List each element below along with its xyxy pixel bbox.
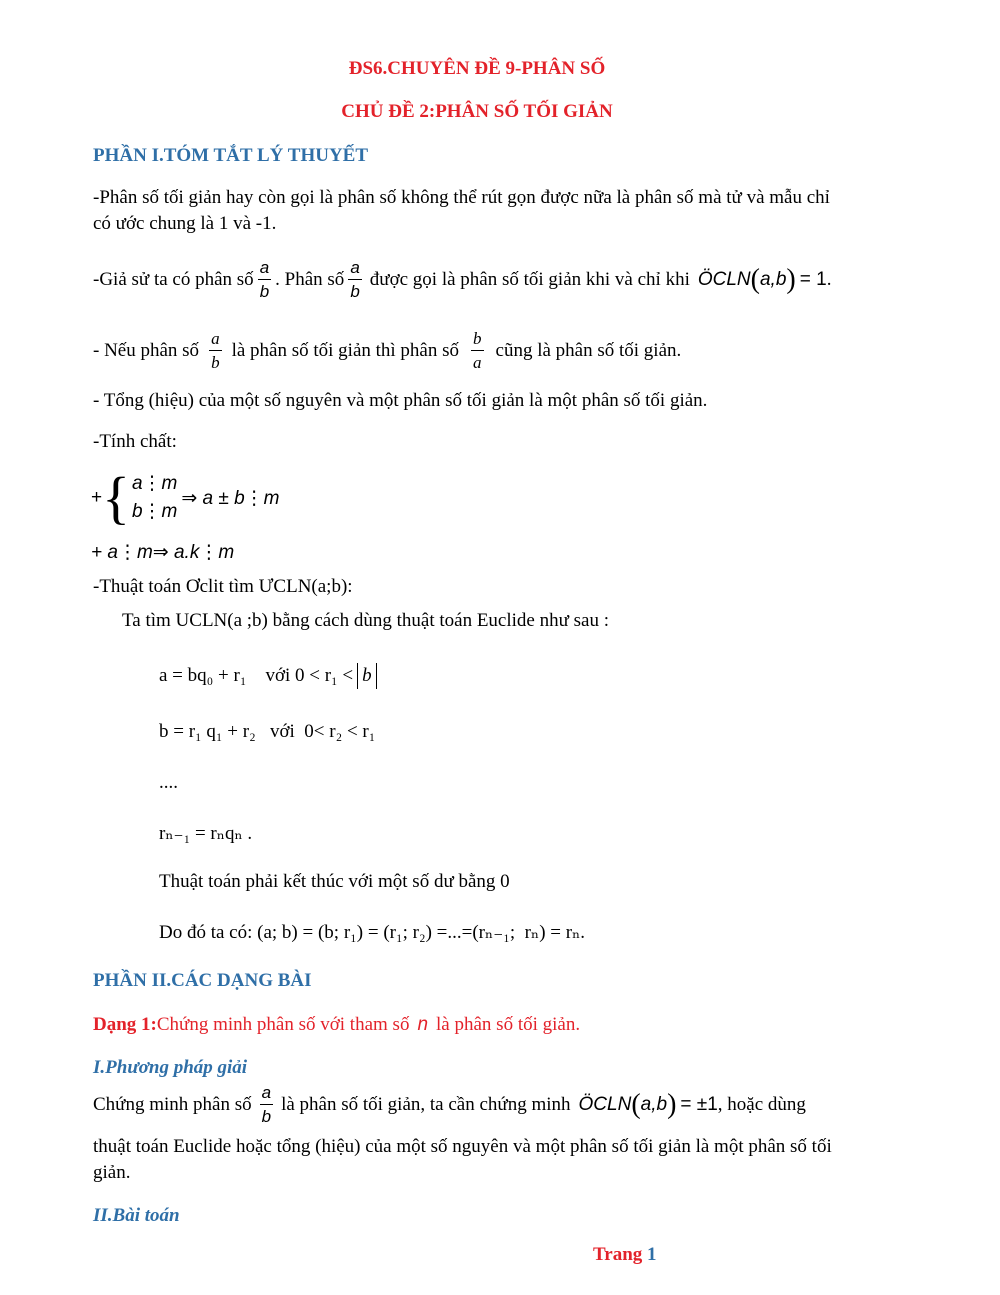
method-prefix: Chứng minh phân số: [93, 1093, 252, 1115]
form1-text-a: Chứng minh phân số với tham số: [156, 1014, 410, 1035]
method-line-3: giản.: [93, 1162, 131, 1183]
property-1-result: ⇒ a ± b⋮m: [181, 487, 280, 509]
fraction-denominator: b: [261, 1107, 272, 1126]
method-mid: là phân số tối giản, ta cần chứng minh: [281, 1093, 571, 1115]
paren-close: ): [667, 1088, 677, 1120]
suppose-prefix: -Giả sử ta có phân số: [93, 268, 254, 290]
paren-open: (: [750, 263, 760, 295]
fraction-denominator: b: [350, 282, 360, 301]
suppose-suffix: được gọi là phân số tối giản khi và chỉ khi: [369, 268, 690, 290]
fraction-numerator: a: [348, 259, 361, 280]
euclid-dots: ....: [159, 772, 178, 793]
part1-heading: PHẦN I.TÓM TẮT LÝ THUYẾT: [93, 145, 369, 166]
paren-open: (: [631, 1088, 641, 1120]
euclid-eq-1: [159, 663, 377, 689]
gcd-label: ÖCLN: [697, 268, 751, 290]
problems-heading: II.Bài toán: [93, 1205, 180, 1226]
page-label: Trang: [593, 1244, 643, 1265]
if-suffix: cũng là phân số tối giản.: [495, 339, 682, 361]
left-brace: {: [102, 465, 130, 530]
if-mid: là phân số tối giản thì phân số: [231, 339, 460, 361]
property-2: + a⋮m⇒ a.k⋮m: [91, 542, 235, 563]
euclid-eq-1-text: a = bq₀ + r₁ với 0 < r₁ <: [159, 665, 354, 686]
document-title: ĐS6.CHUYÊN ĐỀ 9-PHÂN SỐ: [348, 58, 606, 79]
suppose-line: [93, 259, 831, 300]
fraction-numerator: a: [258, 259, 271, 280]
paren-close: ): [786, 263, 796, 295]
form1-label: Dạng 1:: [93, 1014, 157, 1035]
abs-b: b: [357, 663, 377, 689]
if-prefix: - Nếu phân số: [93, 339, 200, 361]
euclid-title: -Thuật toán Ơclit tìm ƯCLN(a;b):: [93, 576, 353, 597]
condition-b: b⋮m: [131, 501, 178, 522]
method-heading: I.Phương pháp giải: [93, 1057, 248, 1078]
sum-rule-line: - Tổng (hiệu) của một số nguyên và một phân số tối giản là một phân số tối giản.: [93, 390, 708, 411]
fraction-denominator: b: [259, 282, 270, 301]
euclid-eq-2: b = r₁ q₁ + r₂ với 0< r₂ < r₁: [159, 721, 376, 742]
property-1: [91, 465, 280, 530]
definition-line-2: có ước chung là 1 và -1.: [93, 213, 277, 234]
properties-label: -Tính chất:: [93, 431, 177, 452]
euclid-conclusion: Do đó ta có: (a; b) = (b; r₁) = (r₁; r₂) =...=(rₙ₋₁; rₙ) = rₙ.: [159, 922, 586, 943]
fraction-numerator: a: [260, 1084, 273, 1105]
suppose-mid: . Phân số: [275, 268, 345, 290]
fraction-numerator: b: [471, 330, 484, 351]
gcd-args: a,b: [759, 268, 787, 290]
form1-text-b: là phân số tối giản.: [436, 1014, 581, 1035]
method-suffix: , hoặc dùng: [717, 1093, 806, 1115]
page-number-value: 1: [647, 1244, 657, 1265]
part2-heading: PHẦN II.CÁC DẠNG BÀI: [93, 970, 312, 991]
definition-line-1: -Phân số tối giản hay còn gọi là phân số không thể rút gọn được nữa là phân số mà tử và mẫu chỉ: [93, 187, 830, 208]
algorithm-end: Thuật toán phải kết thúc với một số dư bằng 0: [159, 871, 510, 892]
brace-conditions: [132, 470, 177, 526]
equals-one: = 1: [799, 268, 827, 290]
plus-sign: +: [91, 487, 103, 508]
fraction-a-over-b: [209, 330, 222, 371]
fraction-numerator: a: [209, 330, 222, 351]
fraction-a-over-b: [258, 259, 271, 300]
euclid-eq-last: rₙ₋₁ = rₙqₙ .: [159, 823, 253, 844]
condition-a: a⋮m: [131, 473, 178, 494]
page-number: [593, 1244, 657, 1266]
fraction-b-over-a: [471, 330, 484, 371]
form1-line: [93, 1014, 580, 1036]
document-subtitle: CHỦ ĐỀ 2:PHÂN SỐ TỐI GIẢN: [341, 101, 613, 122]
equals-plus-minus-one: = ±1: [680, 1093, 718, 1115]
gcd-label: ÖCLN: [578, 1093, 632, 1115]
fraction-a-over-b: [260, 1084, 273, 1125]
fraction-a-over-b: [348, 259, 361, 300]
euclid-intro: Ta tìm UCLN(a ;b) bằng cách dùng thuật toán Euclide như sau :: [122, 610, 610, 631]
parameter-n: n: [417, 1014, 429, 1035]
reciprocal-line: [93, 330, 681, 371]
period: .: [826, 268, 832, 290]
fraction-denominator: b: [211, 353, 220, 372]
gcd-args: a,b: [640, 1093, 668, 1115]
method-line-2: thuật toán Euclide hoặc tổng (hiệu) của một số nguyên và một phân số tối giản là một phân số tối: [93, 1136, 832, 1157]
fraction-denominator: a: [473, 353, 482, 372]
method-line-1: [93, 1084, 806, 1125]
